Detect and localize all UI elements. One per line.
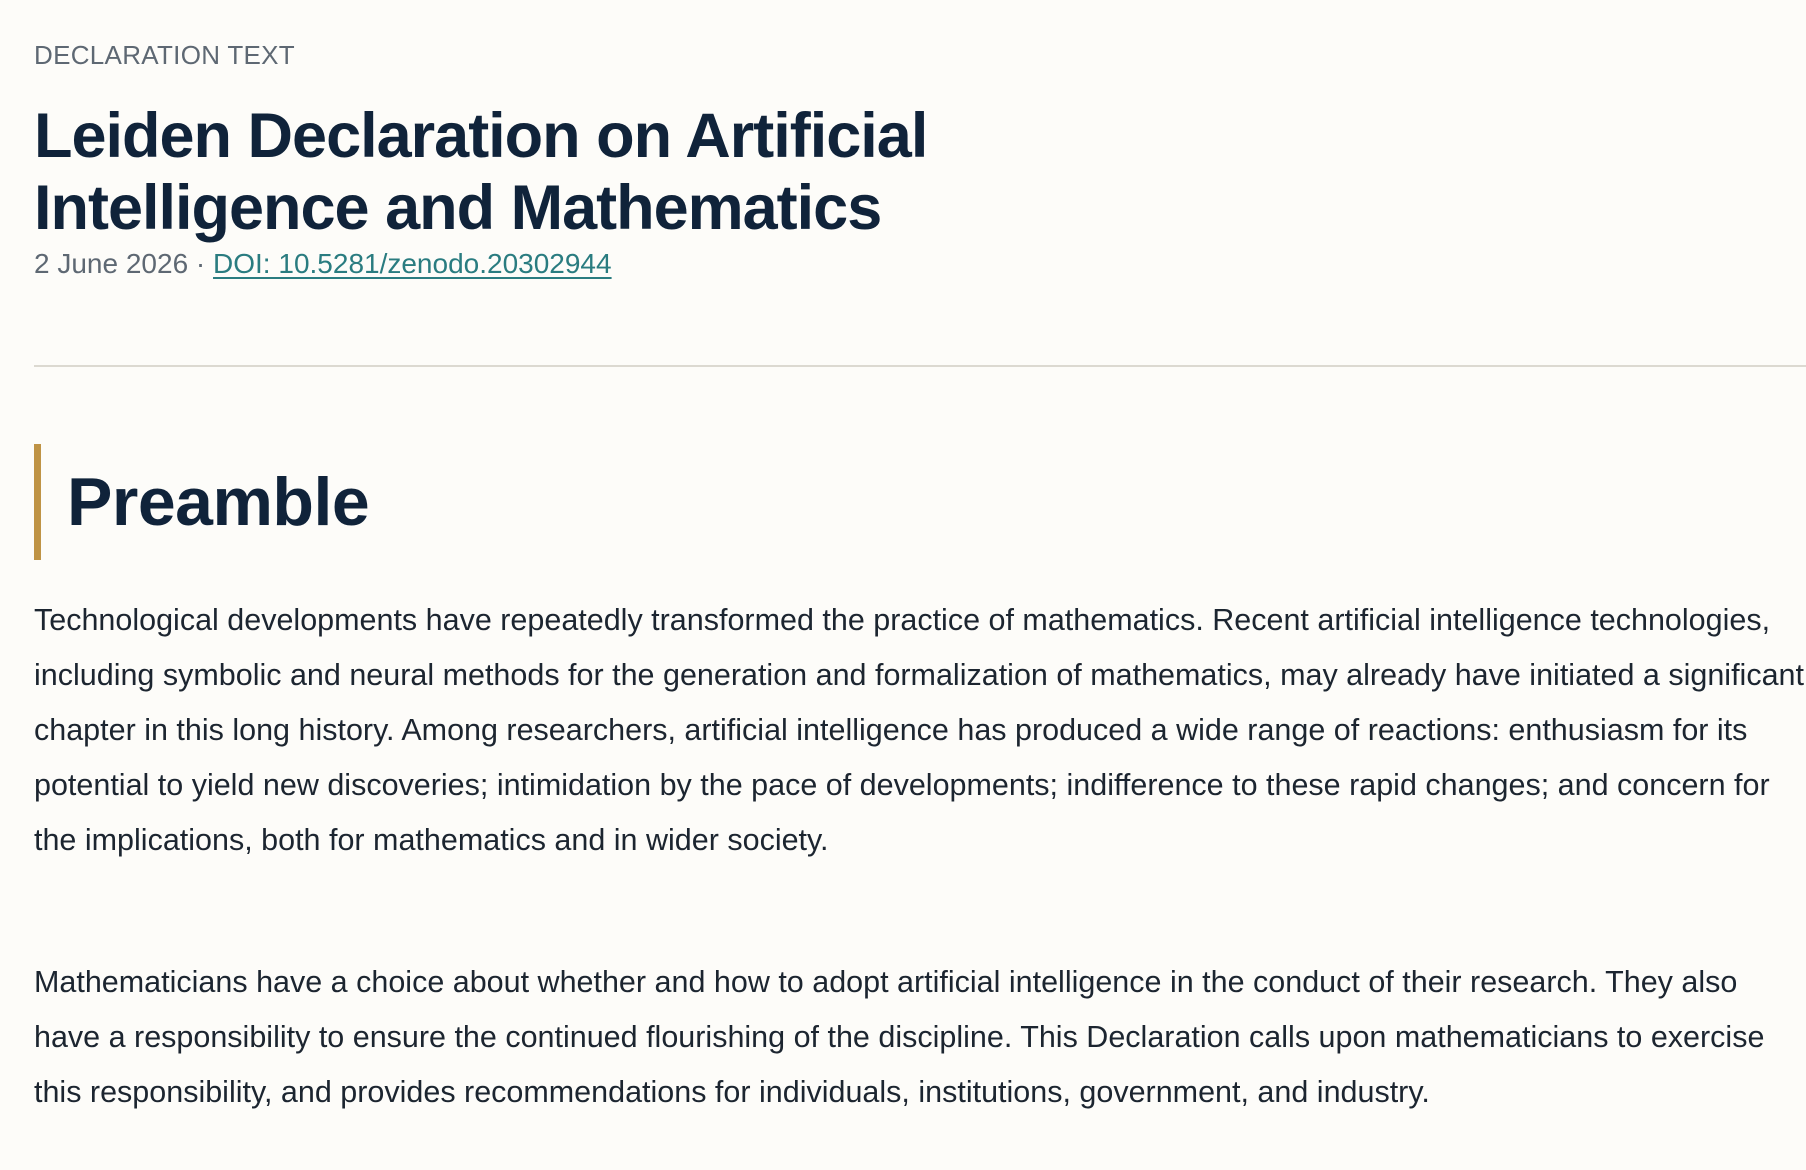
publication-meta [34,248,612,280]
header-divider [34,365,1806,367]
section-eyebrow: DECLARATION TEXT [34,40,295,70]
section-heading-block [34,444,369,560]
preamble-paragraph-2: Mathematicians have a choice about whether and how to adopt artificial intelligence in the conduct of their research. They also have a responsibility to ensure the continued flourishing of the discipline. This Declaration calls upon mathematicians to exercise this responsibility, and provides recommendations for individuals, institutions, government, and industry. [34,965,1765,1109]
preamble-paragraph-1: Technological developments have repeatedly transformed the practice of mathematics. Recent artificial intelligence technologies, including symbolic and neural methods for the generation and formalization of mathematics, may already have initiated a significant chapter in this long history. Among researchers, artificial intelligence has produced a wide range of reactions: enthusiasm for its potential to yield new discoveries; intimidation by the pace of developments; indifference to these rapid changes; and concern for the implications, both for mathematics and in wider society. [34,603,1804,857]
meta-separator: · [188,248,214,279]
publication-date: 2 June 2026 [34,248,189,279]
page-title: Leiden Declaration on Artificial Intelligence and Mathematics [34,101,928,243]
doi-link[interactable]: DOI: 10.5281/zenodo.20302944 [213,248,612,279]
declaration-page [34,0,1806,1170]
section-heading: Preamble [67,464,370,540]
